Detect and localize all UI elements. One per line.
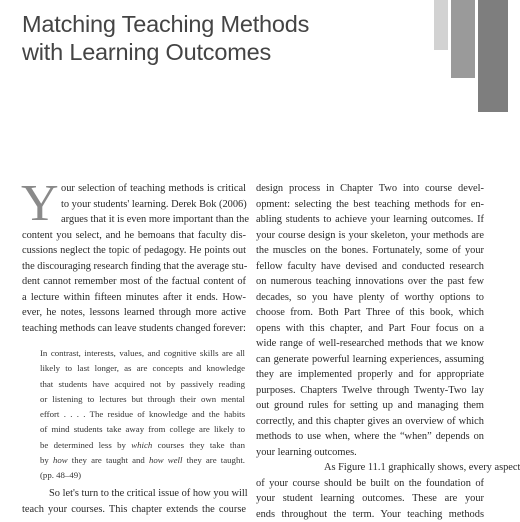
text-line: ends throughout the term. Your teaching methods [256, 507, 484, 522]
text-line: fellow faculty have devised and conducted research [256, 259, 484, 275]
quote-line: be determined less by which courses they take than [40, 438, 245, 453]
chapter-title-line: Matching Teaching Methods [22, 10, 309, 38]
text-line: opment: selecting the best teaching methods for en- [256, 197, 484, 213]
left-column [22, 181, 246, 336]
text-line: a lecture within fifteen minutes after it ends. How- [22, 290, 246, 306]
block-quote [40, 346, 245, 484]
quote-line: that students have acquired not by passively reading [40, 377, 245, 392]
decorative-bar-dark [478, 0, 508, 112]
drop-cap: Y [21, 182, 59, 226]
chapter-title [22, 10, 309, 66]
text-line: purposes. Chapters Twelve through Twenty-Two lay [256, 383, 484, 399]
text-line: correctly, and this chapter gives an overview of which [256, 414, 484, 430]
decorative-bar-light [434, 0, 448, 50]
text-line: dent cannot remember most of the factual content of [22, 274, 246, 290]
quote-line: (pp. 48–49) [40, 468, 245, 483]
text-line: argues that it is even more important than the [22, 212, 246, 228]
quote-line: effort . . . . The residue of knowledge and the habits [40, 407, 245, 422]
quote-line: of mind students take away from college are likely to [40, 422, 245, 437]
text-line: teach your courses. This chapter extends the course [22, 502, 246, 518]
quote-line: or listening to lectures but through their own mental [40, 392, 245, 407]
text-line: on numerous teaching innovations over the past few [256, 274, 484, 290]
text-line: can generate powerful learning experiences, assuming [256, 352, 484, 368]
left-column-paragraph-2 [22, 486, 246, 517]
text-line: wide range of well-researched methods that we know [256, 336, 484, 352]
text-line: your student learning outcomes. These are your [256, 491, 484, 507]
text-line: So let's turn to the critical issue of how you will [22, 486, 246, 502]
right-column [256, 181, 484, 522]
text-line: choose from. Both Part Three of this book, which [256, 305, 484, 321]
text-line: the discouraging research finding that the average stu- [22, 259, 246, 275]
text-line: decades, so you have plenty of worthy options to [256, 290, 484, 306]
text-line: teaching methods can leave students changed forever: [22, 321, 246, 337]
text-line: out ground rules for setting up and managing them [256, 398, 484, 414]
text-line: ever, he notes, lessons learned through more active [22, 305, 246, 321]
text-line: of your course should be built on the foundation of [256, 476, 484, 492]
text-line: to your students' learning. Derek Bok (2006) [22, 197, 246, 213]
text-line: As Figure 11.1 graphically shows, every aspect [256, 460, 484, 476]
text-line: abling students to achieve your learning outcomes. If [256, 212, 484, 228]
text-line: your course design is your skeleton, your methods are [256, 228, 484, 244]
quote-line: likely to last longer, as are concepts and knowledge [40, 361, 245, 376]
text-line: cussions neglect the topic of pedagogy. He points out [22, 243, 246, 259]
text-line: opens with this chapter, and Part Four focus on a [256, 321, 484, 337]
text-line: our selection of teaching methods is critical [22, 181, 246, 197]
decorative-bar-mid [451, 0, 475, 78]
text-line: methods to use when, where the “when” depends on [256, 429, 484, 445]
quote-line: In contrast, interests, values, and cognitive skills are all [40, 346, 245, 361]
text-line: content you select, and he bemoans that faculty dis- [22, 228, 246, 244]
text-line: they are implemented properly and for appropriate [256, 367, 484, 383]
text-line: your learning outcomes. [256, 445, 484, 461]
text-line: design process in Chapter Two into course devel- [256, 181, 484, 197]
chapter-title-line: with Learning Outcomes [22, 38, 309, 66]
text-line: the muscles on the bones. Fortunately, some of your [256, 243, 484, 259]
quote-line: by how they are taught and how well they are taught. [40, 453, 245, 468]
